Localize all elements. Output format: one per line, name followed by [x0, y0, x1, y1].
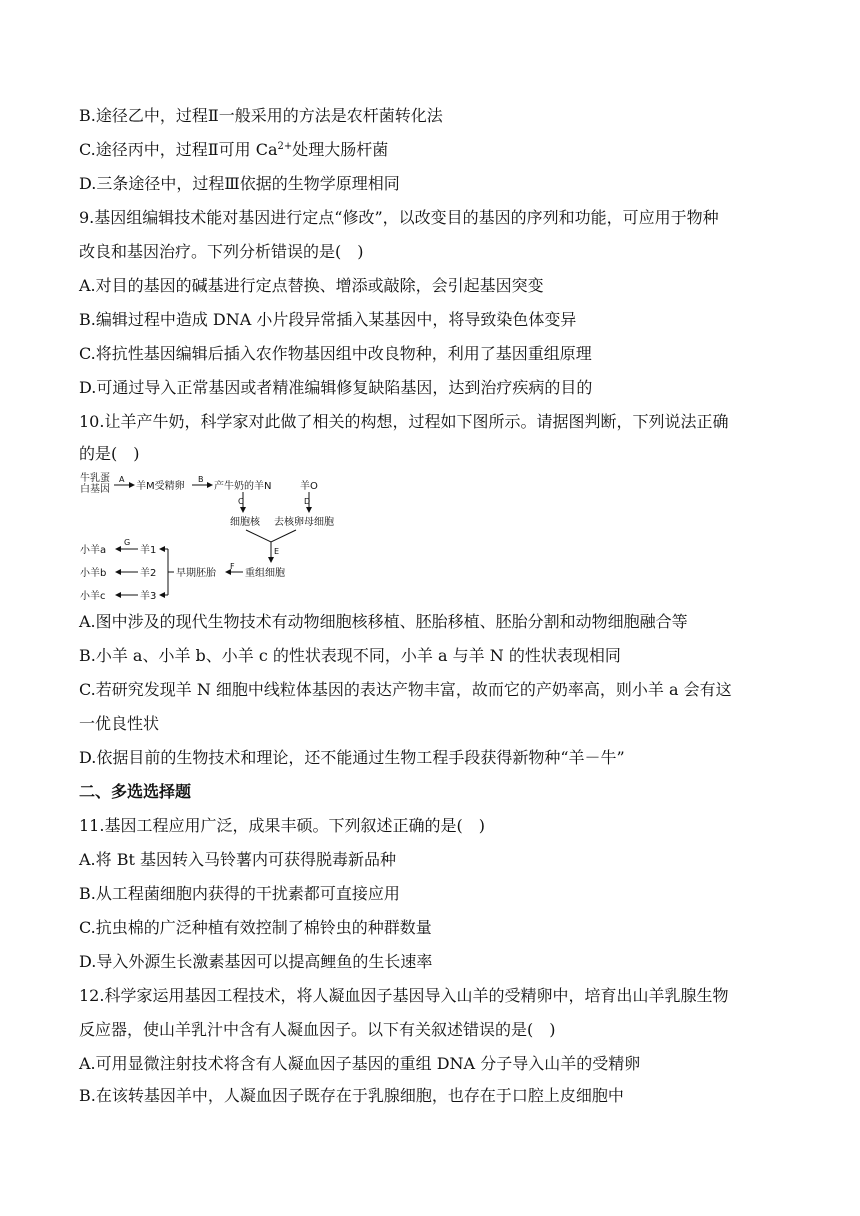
option-8d: D.三条途径中，过程Ⅲ依据的生物学原理相同 [79, 174, 400, 193]
lamb-a: 小羊a [80, 545, 107, 556]
option-11c: C.抗虫棉的广泛种植有效控制了棉铃虫的种群数量 [79, 918, 432, 937]
question-10-stem: 10.让羊产牛奶，科学家对此做了相关的构想，过程如下图所示。请据图判断，下列说法正确 [79, 412, 729, 431]
question-11-stem: 11.基因工程应用广泛，成果丰硕。下列叙述正确的是( ) [79, 816, 485, 835]
option-10b: B.小羊 a、小羊 b、小羊 c 的性状表现不同，小羊 a 与羊 N 的性状表现相同 [79, 646, 621, 665]
option-8b: B.途径乙中，过程Ⅱ一般采用的方法是农杆菌转化法 [79, 106, 443, 125]
step-e-label: E [274, 547, 280, 556]
section-heading: 二、多选选择题 [79, 782, 192, 801]
split-bracket [168, 549, 174, 595]
option-12a: A.可用显微注射技术将含有人凝血因子基因的重组 DNA 分子导入山羊的受精卵 [79, 1054, 641, 1073]
option-9c: C.将抗性基因编辑后插入农作物基因组中改良物种，利用了基因重组原理 [79, 344, 592, 363]
step-a-label: A [119, 475, 125, 484]
lamb-b: 小羊b [80, 568, 107, 579]
option-10c: C.若研究发现羊 N 细胞中线粒体基因的表达产物丰富，故而它的产奶率高，则小羊 a 会有这 [79, 680, 732, 699]
option-11b: B.从工程菌细胞内获得的干扰素都可直接应用 [79, 884, 400, 903]
sheep-2: 羊2 [140, 568, 157, 579]
superscript-charge: 2+ [277, 141, 293, 152]
lamb-c: 小羊c [80, 591, 106, 602]
sheep-m-egg: 羊M受精卵 [136, 481, 185, 492]
question-12-stem-cont: 反应器，使山羊乳汁中含有人凝血因子。以下有关叙述错误的是( ) [79, 1020, 556, 1039]
sheep-1: 羊1 [140, 545, 157, 556]
question-12-stem: 12.科学家运用基因工程技术，将人凝血因子基因导入山羊的受精卵中，培育出山羊乳腺生物 [79, 986, 729, 1005]
option-10c-cont: 一优良性状 [79, 714, 160, 733]
step-g-label: G [124, 538, 131, 547]
option-9b: B.编辑过程中造成 DNA 小片段异常插入某基因中，将导致染色体变异 [79, 310, 577, 329]
enucleated-oocyte: 去核卵母细胞 [274, 517, 334, 528]
question-9-stem: 9.基因组编辑技术能对基因进行定点“修改”，以改变目的基因的序列和功能，可应用于物种 [79, 208, 719, 227]
sheep-o: 羊O [300, 481, 318, 492]
fusion-lines [246, 530, 296, 542]
sheep-cloning-diagram [78, 470, 378, 604]
sheep-n: 产牛奶的羊N [214, 481, 272, 492]
question-9-stem-cont: 改良和基因治疗。下列分析错误的是( ) [79, 242, 364, 261]
gene-label-1: 牛乳蛋 [80, 473, 110, 484]
option-10d: D.依据目前的生物技术和理论，还不能通过生物工程手段获得新物种“羊－牛” [79, 748, 625, 767]
reconstructed-cell: 重组细胞 [245, 568, 285, 579]
option-11d: D.导入外源生长激素基因可以提高鲤鱼的生长速率 [79, 952, 433, 971]
step-d-label: D [304, 497, 311, 506]
option-11a: A.将 Bt 基因转入马铃薯内可获得脱毒新品种 [79, 850, 397, 869]
nucleus: 细胞核 [230, 517, 260, 528]
option-8c-text-end: 处理大肠杆菌 [292, 140, 389, 159]
option-12b: B.在该转基因羊中，人凝血因子既存在于乳腺细胞，也存在于口腔上皮细胞中 [79, 1086, 624, 1105]
step-c-label: C [238, 497, 244, 506]
option-9d: D.可通过导入正常基因或者精准编辑修复缺陷基因，达到治疗疾病的目的 [79, 378, 593, 397]
question-10-stem-cont: 的是( ) [79, 444, 140, 463]
option-8c [79, 140, 388, 160]
gene-label-2: 白基因 [80, 484, 110, 495]
sheep-3: 羊3 [140, 591, 157, 602]
option-9a: A.对目的基因的碱基进行定点替换、增添或敲除，会引起基因突变 [79, 276, 544, 295]
step-f-label: F [230, 562, 235, 571]
option-8c-text: C.途径丙中，过程Ⅱ可用 Ca [79, 140, 278, 159]
early-embryo: 早期胚胎 [176, 568, 216, 579]
step-b-label: B [198, 475, 204, 484]
option-10a: A.图中涉及的现代生物技术有动物细胞核移植、胚胎移植、胚胎分割和动物细胞融合等 [79, 612, 688, 631]
